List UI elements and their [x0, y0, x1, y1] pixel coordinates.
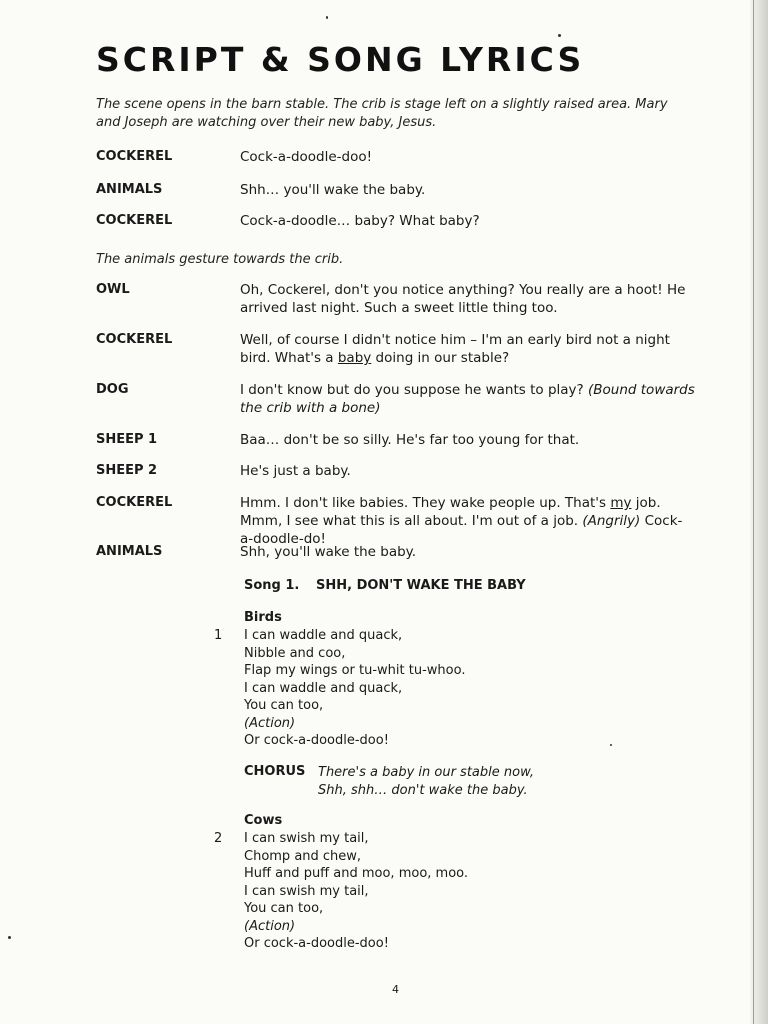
- scan-speck: [326, 16, 328, 19]
- song-number: Song 1.: [244, 578, 300, 593]
- verse-heading: Cows: [244, 813, 283, 828]
- chorus-line: Shh, shh… don't wake the baby.: [318, 782, 528, 798]
- lyric-line: I can waddle and quack,: [244, 680, 403, 696]
- lyric-line: You can too,: [244, 698, 324, 713]
- speech-text: Cock-a-doodle… baby? What baby?: [240, 213, 480, 229]
- lyric-line: I can swish my tail,: [244, 883, 369, 899]
- lyric-line: Flap my wings or tu-whit tu-whoo.: [244, 663, 466, 678]
- chorus-line: There's a baby in our stable now,: [318, 765, 535, 780]
- lyric-line: Or cock-a-doodle-doo!: [244, 733, 389, 748]
- speech-text: Shh, you'll wake the baby.: [240, 544, 417, 560]
- speech-text: Well, of course I didn't notice him – I'm an early bird not a night bird. What's a baby doing in our stable?: [240, 332, 670, 366]
- scan-speck: [610, 744, 612, 746]
- speaker-name: OWL: [96, 282, 130, 297]
- song-title: [244, 578, 526, 593]
- intro-stage-direction: The scene opens in the barn stable. The crib is stage left on a slightly raised area. Mary and Joseph are watching over their new baby, Jesus.: [96, 97, 668, 130]
- speech-text: He's just a baby.: [240, 463, 351, 479]
- stage-direction: The animals gesture towards the crib.: [96, 252, 344, 267]
- speaker-name: ANIMALS: [96, 182, 163, 197]
- verse-number: 2: [214, 831, 223, 846]
- scan-speck: [558, 34, 561, 37]
- lyric-line-action: (Action): [244, 715, 296, 731]
- lyric-line: Or cock-a-doodle-doo!: [244, 936, 389, 951]
- speech-text: Cock-a-doodle-doo!: [240, 149, 373, 165]
- lyric-line-action: (Action): [244, 918, 296, 934]
- speaker-name: DOG: [96, 382, 129, 397]
- speaker-name: SHEEP 2: [96, 463, 158, 478]
- speech-text: I don't know but do you suppose he wants to play? (Bound towards the crib with a bone): [240, 382, 695, 416]
- verse-heading: Birds: [244, 610, 282, 625]
- page-number: 4: [392, 983, 399, 996]
- chorus-label: CHORUS: [244, 764, 306, 779]
- speech-text: Shh… you'll wake the baby.: [240, 182, 426, 198]
- speaker-name: COCKEREL: [96, 332, 173, 347]
- speech-text: Hmm. I don't like babies. They wake people up. That's my job. Mmm, I see what this is all about. I'm out of a job. (Angrily) Cock-a-doodle-do!: [240, 495, 683, 547]
- speaker-name: COCKEREL: [96, 213, 173, 228]
- speaker-name: SHEEP 1: [96, 432, 158, 447]
- speech-text: Baa… don't be so silly. He's far too young for that.: [240, 432, 580, 448]
- song-name: SHH, DON'T WAKE THE BABY: [316, 578, 526, 593]
- lyric-line: Huff and puff and moo, moo, moo.: [244, 866, 469, 881]
- speaker-name: ANIMALS: [96, 544, 163, 559]
- page-edge-line: [753, 0, 754, 1024]
- scan-speck: [8, 936, 11, 939]
- lyric-line: Chomp and chew,: [244, 848, 362, 864]
- lyric-line: I can waddle and quack,: [244, 628, 403, 643]
- lyric-line: I can swish my tail,: [244, 831, 369, 846]
- speaker-name: COCKEREL: [96, 149, 173, 164]
- chorus-lines: [318, 764, 534, 799]
- speaker-name: COCKEREL: [96, 495, 173, 510]
- lyric-line: You can too,: [244, 901, 324, 916]
- verse-number: 1: [214, 628, 223, 643]
- speech-text: Oh, Cockerel, don't you notice anything? You really are a hoot! He arrived last night. Such a sweet little thing too.: [240, 282, 686, 316]
- verse-lines: [244, 830, 468, 953]
- verse-lines: [244, 627, 465, 750]
- page-title: SCRIPT & SONG LYRICS: [96, 40, 585, 79]
- lyric-line: Nibble and coo,: [244, 645, 346, 661]
